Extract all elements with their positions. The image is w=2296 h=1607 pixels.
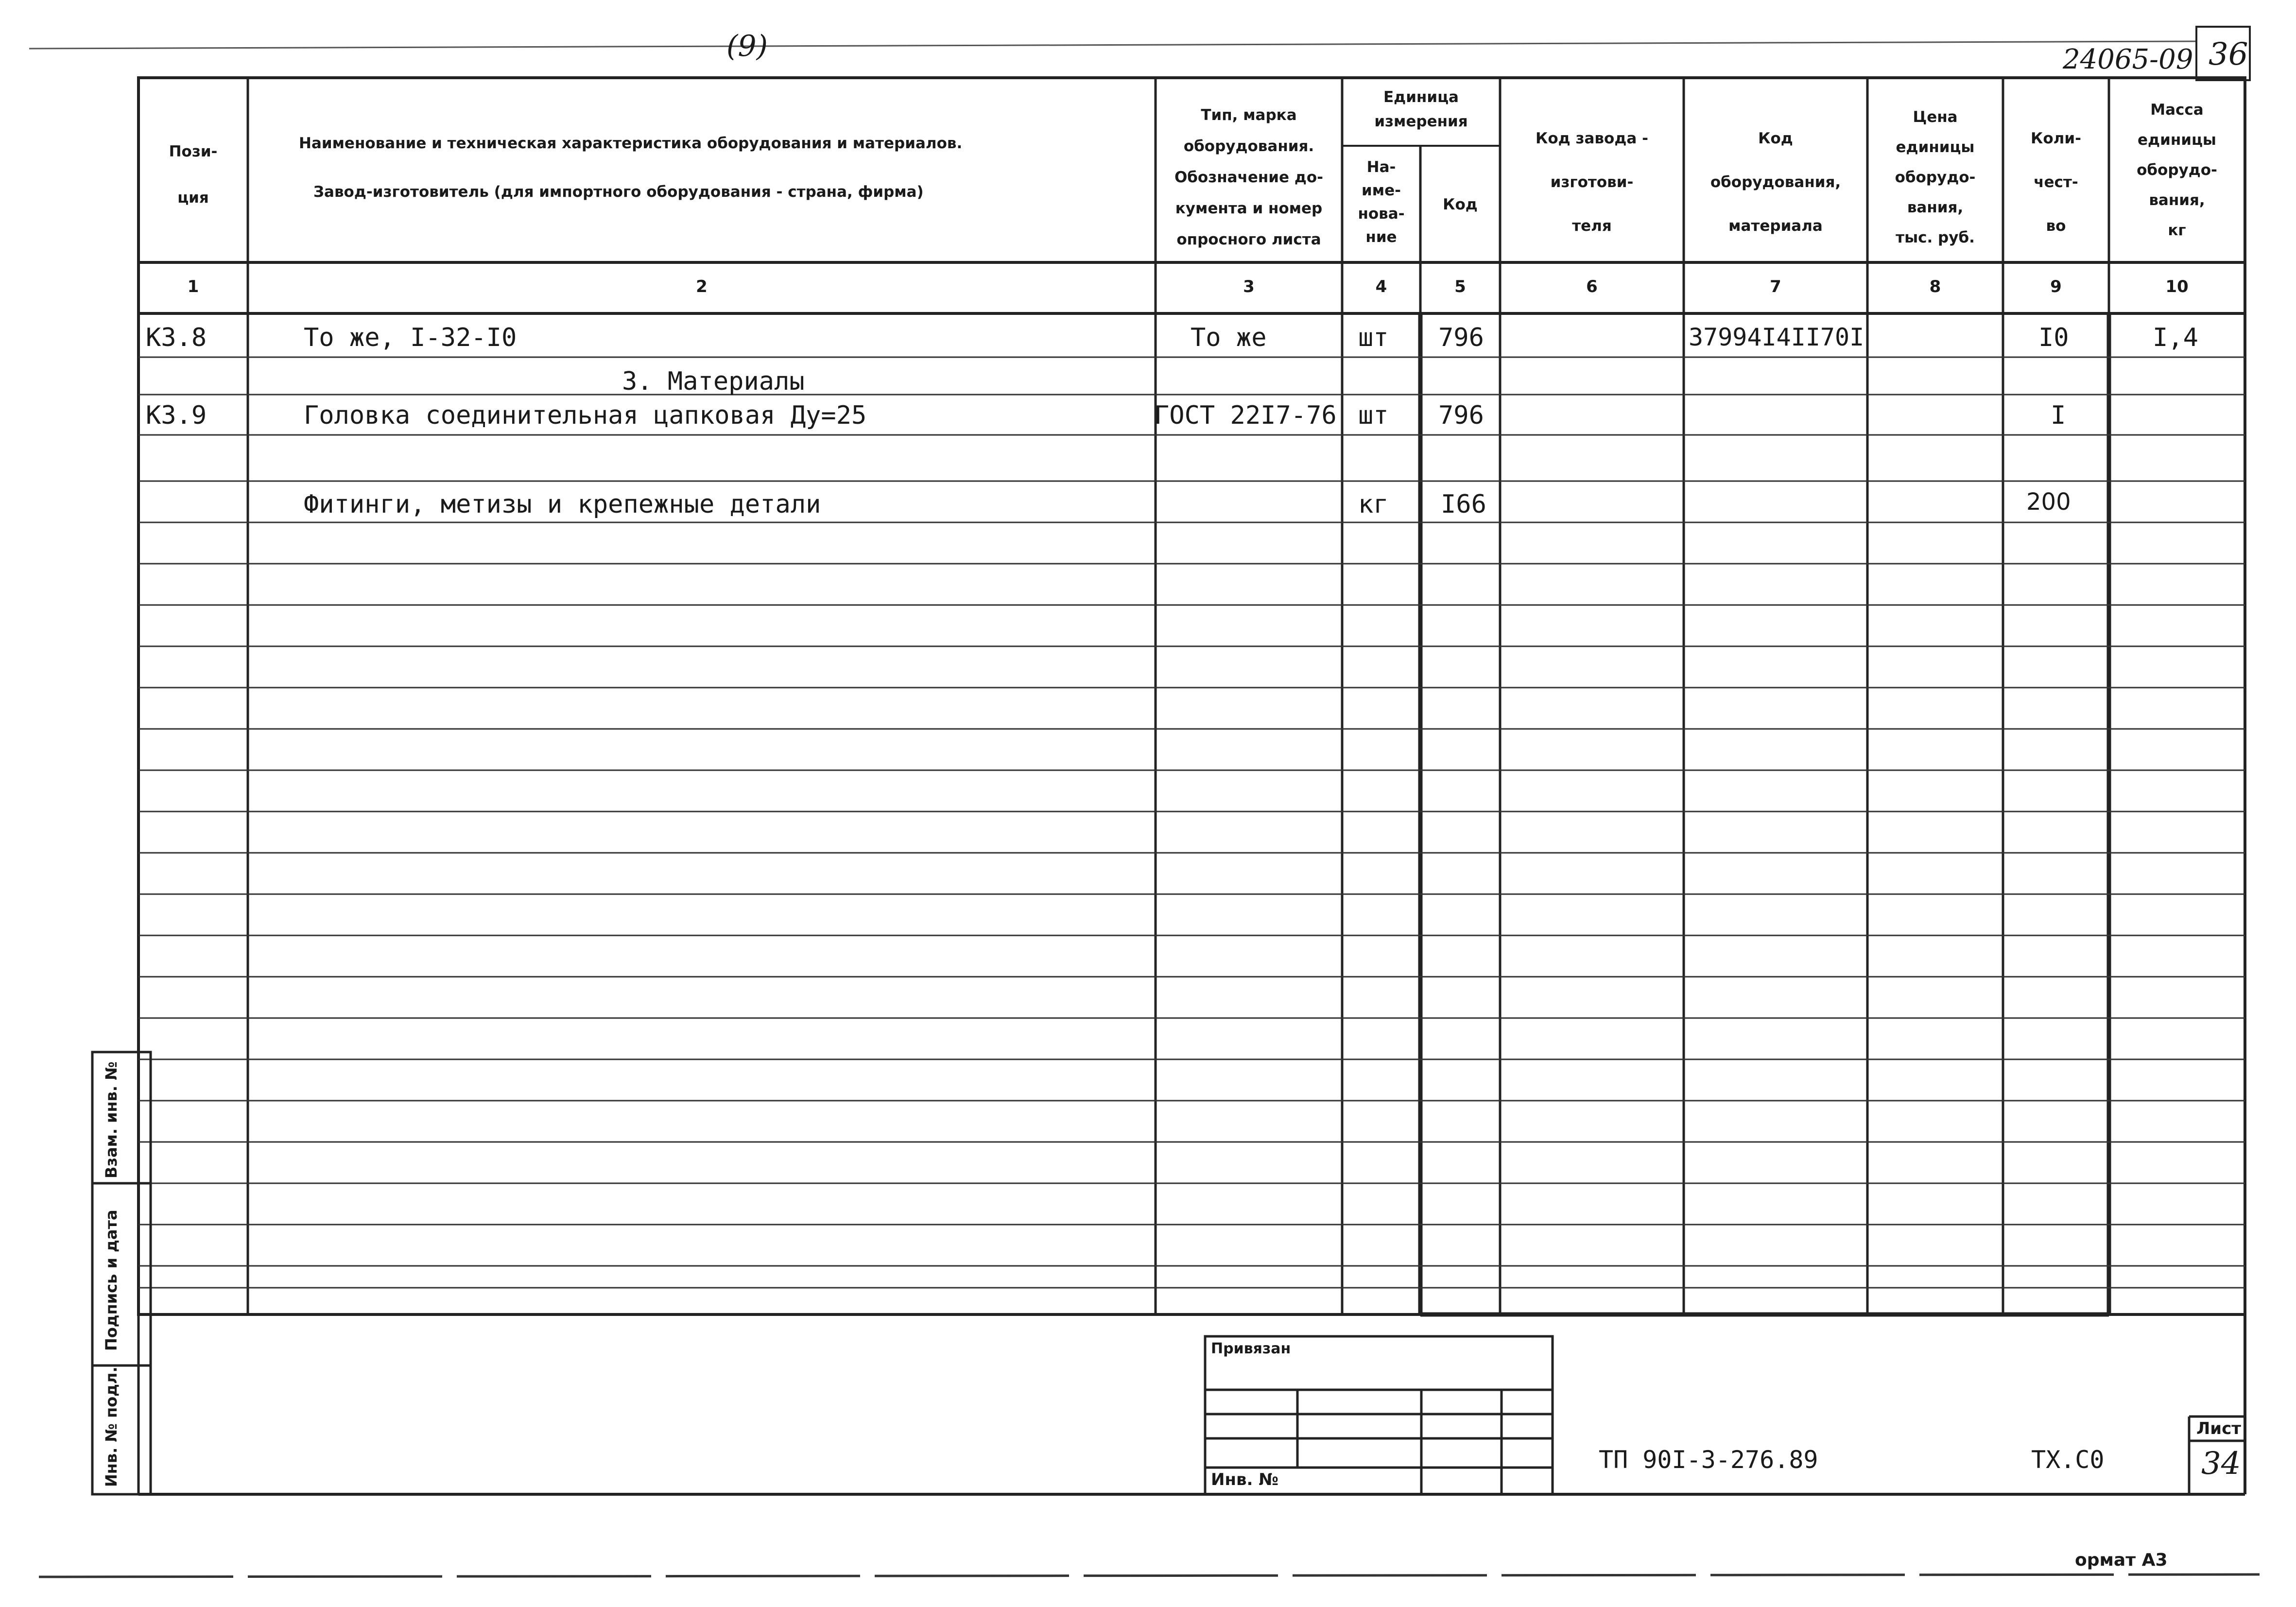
row-unit: шт [1358,323,1389,352]
section-heading: 3. Материалы [622,367,805,396]
row-code: 796 [1438,401,1484,430]
row-name: То же, I-32-I0 [304,323,517,352]
row-material-code: 37994I4II70I [1689,323,1864,351]
side-signature-date: Подпись и дата [102,1210,121,1351]
header-quantity: Коли- чест- во [2031,130,2081,235]
row-code: I66 [1441,490,1486,519]
row-unit: шт [1358,401,1389,430]
header-unit-code: Код [1443,196,1478,213]
side-inv-replace: Взам. инв. № [102,1061,121,1178]
column-number-8: 8 [1929,277,1941,296]
page-number-center: (9) [726,29,768,63]
section-code: ТХ.С0 [2031,1446,2105,1474]
sheet-label: Лист [2196,1419,2241,1438]
column-number-9: 9 [2050,277,2062,296]
column-number-4: 4 [1375,277,1387,296]
column-number-6: 6 [1586,277,1598,296]
header-unit-group: Единица измерения [1374,88,1468,130]
header-unit-name: На- име- нова- ние [1358,158,1405,246]
doc-designation: ТП 90I-3-276.89 [1599,1446,1818,1474]
column-number-10: 10 [2165,277,2189,296]
row-code: 796 [1438,323,1484,352]
column-number-3: 3 [1243,277,1255,296]
row-type: ГОСТ 22I7-76 [1154,401,1337,430]
row-type: То же [1191,323,1267,352]
linked-label: Привязан [1211,1340,1291,1357]
row-name: Головка соединительная цапковая Ду=25 [304,401,867,430]
row-quantity: I0 [2038,323,2069,352]
header-mass: Масса единицы оборудо- вания, кг [2137,101,2217,239]
column-number-5: 5 [1454,277,1466,296]
row-name: Фитинги, метизы и крепежные детали [304,490,821,519]
inv-number-label: Инв. № [1211,1470,1279,1489]
row-unit: кг [1358,490,1389,519]
row-quantity: 200 [2026,488,2071,516]
row-position: К3.9 [146,401,207,430]
header-type: Тип, марка оборудования. Обозначение до- кумента и номер опросного листа [1174,106,1324,248]
column-number-7: 7 [1770,277,1781,296]
row-mass: I,4 [2153,323,2198,352]
header-price: Цена единицы оборудо- вания, тыс. руб. [1895,108,1976,246]
header-name: Наименование и техническая характеристика оборудования и материалов. Завод-изготовитель (для импортного оборудования - страна, фирма) [299,135,963,201]
row-quantity: I [2051,401,2066,430]
sheet-corner-number: 36 [2209,36,2248,72]
header-factory-code: Код завода - изготови- теля [1536,130,1648,235]
column-number-2: 2 [696,277,708,296]
format-label: ормат А3 [2075,1550,2168,1570]
doc-code-handwritten: 24065-09 [2063,44,2193,75]
column-number-1: 1 [187,277,199,296]
header-position: Пози- ция [169,143,218,207]
row-position: К3.8 [146,323,207,352]
side-inv-original: Инв. № подл. [102,1366,121,1487]
header-material-code: Код оборудования, материала [1710,130,1841,235]
sheet-number: 34 [2201,1446,2241,1482]
